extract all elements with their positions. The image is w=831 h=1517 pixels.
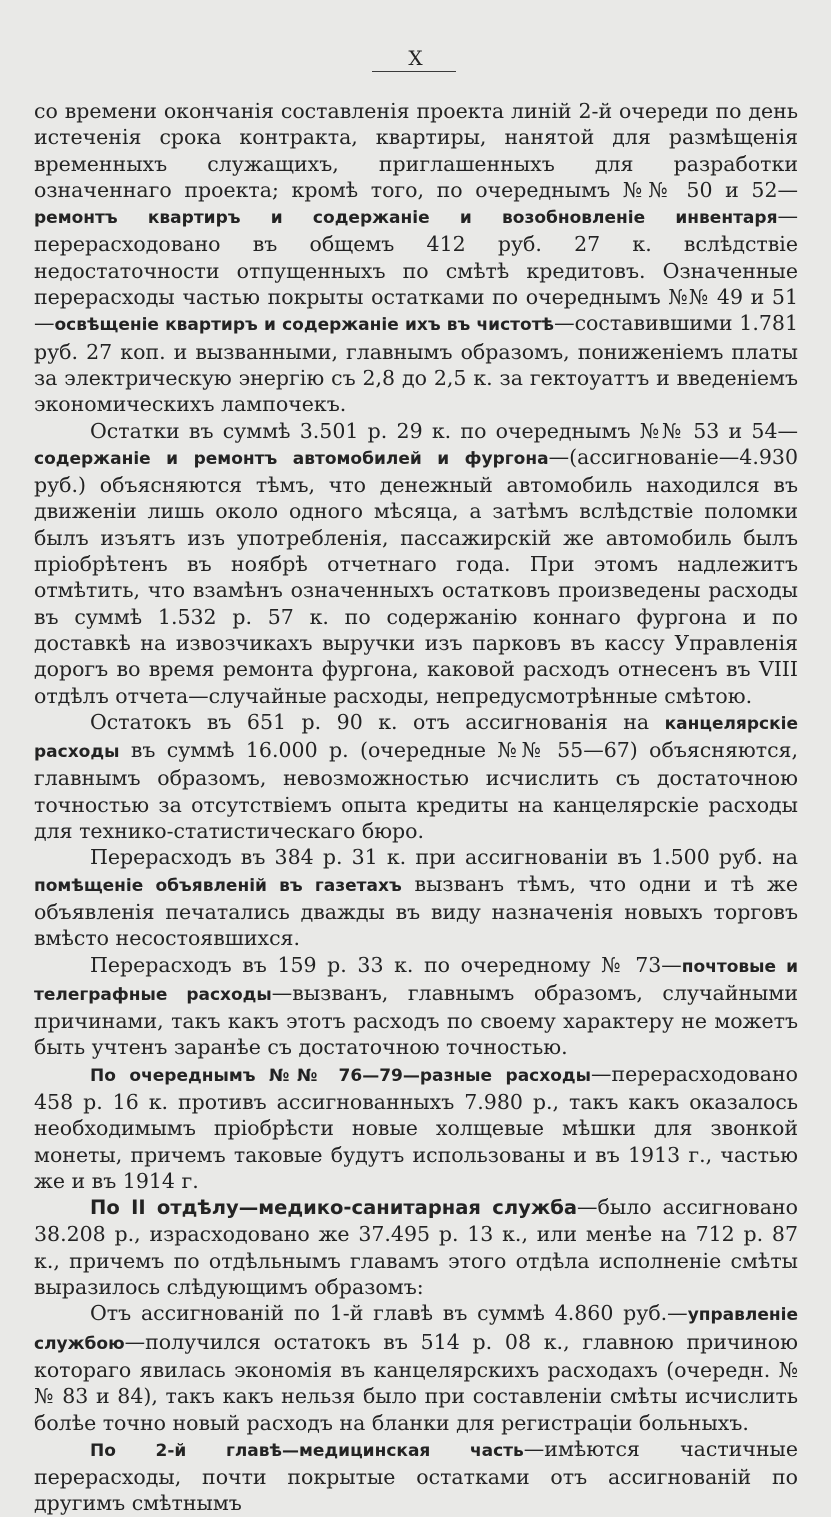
body-text xyxy=(34,98,798,1517)
paragraph-5: Перерасходъ въ 159 р. 33 к. по очередному № 73—почтовые и телеграфные расходы—вызванъ, главнымъ образомъ, случайными причинами, такъ какъ этотъ расходъ по своему характеру не можетъ быть учтенъ заранѣе съ достаточною точностью. xyxy=(34,952,798,1060)
paragraph-2: Остатки въ суммѣ 3.501 р. 29 к. по очереднымъ №№ 53 и 54—содержаніе и ремонтъ автомобилей и фургона—(ассигнованіе—4.930 руб.) объясняются тѣмъ, что денежный автомобиль находился въ движеніи лишь около одного мѣсяца, а затѣмъ вслѣдствіе поломки былъ изъятъ изъ употребленія, пассажирскій же автомобиль былъ пріобрѣтенъ въ ноябрѣ отчетнаго года. При этомъ надлежитъ отмѣтить, что взамѣнъ означенныхъ остатковъ произведены расходы въ суммѣ 1.532 р. 57 к. по содержанію коннаго фургона и по доставкѣ на извозчикахъ выручки изъ парковъ въ кассу Управленія дорогъ во время ремонта фургона, каковой расходъ отнесенъ въ VIII отдѣлъ отчета—случайные расходы, непредусмотрѣнные смѣтою. xyxy=(34,418,798,708)
heading-section-2-medical: По II отдѣлу—медико-санитарная служба xyxy=(90,1196,578,1220)
heading-misc-expenses: По очереднымъ №№ 76—79—разные расходы xyxy=(90,1065,591,1086)
paragraph-7: По II отдѣлу—медико-санитарная служба—было ассигновано 38.208 р., израсходовано же 37.495 р. 13 к., или менѣе на 712 р. 87 к., причемъ по отдѣльнымъ главамъ этого отдѣла исполненіе смѣты выразилось слѣдующимъ образомъ: xyxy=(34,1195,798,1300)
page-number-rule xyxy=(372,71,456,72)
paragraph-3: Остатокъ въ 651 р. 90 к. отъ ассигнованія на канцелярскіе расходы въ суммѣ 16.000 р. (очередные №№ 55—67) объясняются, главнымъ образомъ, невозможностью исчислить съ достаточною точностью за отсутствіемъ опыта кредиты на канцелярскіе расходы для технико-статистическаго бюро. xyxy=(34,709,798,844)
paragraph-4: Перерасходъ въ 384 р. 31 к. при ассигнованіи въ 1.500 руб. на помѣщеніе объявленій въ газетахъ вызванъ тѣмъ, что одни и тѣ же объявленія печатались дважды въ виду назначенія новыхъ торговъ вмѣсто несостоявшихся. xyxy=(34,845,798,951)
heading-postal-telegraph: почтовые и телеграфные расходы xyxy=(34,956,798,1005)
paragraph-9: По 2-й главѣ—медицинская часть—имѣются частичные перерасходы, почти покрытые остатками отъ ассигнованій по другимъ смѣтнымъ xyxy=(34,1436,798,1516)
heading-automobiles: содержаніе и ремонтъ автомобилей и фургона xyxy=(34,448,549,469)
page-number: X xyxy=(408,46,423,70)
heading-repair-apartments: ремонтъ квартиръ и содержаніе и возобновленіе инвентаря xyxy=(34,208,778,229)
heading-service-management: управленіе службою xyxy=(34,1305,798,1354)
paragraph-8: Отъ ассигнованій по 1-й главѣ въ суммѣ 4.860 руб.—управленіе службою—получился остатокъ въ 514 р. 08 к., главною причиною котораго явилась экономія въ канцелярскихъ расходахъ (очередн. №№ 83 и 84), такъ какъ нельзя было при составленіи смѣты исчислить болѣе точно новый расходъ на бланки для регистраціи больныхъ. xyxy=(34,1301,798,1435)
paragraph-6: По очереднымъ №№ 76—79—разные расходы—перерасходовано 458 р. 16 к. противъ ассигнованныхъ 7.980 р., такъ какъ оказалось необходимымъ пріобрѣсти новые холщевые мѣшки для звонкой монеты, причемъ таковые будутъ использованы и въ 1913 г., частью же и въ 1914 г. xyxy=(34,1061,798,1193)
paragraph-1: со времени окончанія составленія проекта линій 2-й очереди по день истеченія срока контракта, квартиры, нанятой для размѣщенія временныхъ служащихъ, приглашенныхъ для разработки означеннаго проекта; кромѣ того, по очереднымъ №№ 50 и 52—ремонтъ квартиръ и содержаніе и возобновленіе инвентаря—перерасходовано въ общемъ 412 руб. 27 к. вслѣдствіе недостаточности отпущенныхъ по смѣтѣ кредитовъ. Означенные перерасходы частью покрыты остатками по очереднымъ №№ 49 и 51—освѣщеніе квартиръ и содержаніе ихъ въ чистотѣ—составившими 1.781 руб. 27 коп. и вызванными, главнымъ образомъ, пониженіемъ платы за электрическую энергію съ 2,8 до 2,5 к. за гектоуаттъ и введеніемъ экономическихъ лампочекъ. xyxy=(34,99,798,417)
heading-medical-part: По 2-й главѣ—медицинская часть xyxy=(90,1440,524,1461)
heading-lighting: освѣщеніе квартиръ и содержаніе ихъ въ чистотѣ xyxy=(54,315,555,336)
heading-office-expenses: канцелярскіе расходы xyxy=(34,713,798,763)
heading-newspaper-ads: помѣщеніе объявленій въ газетахъ xyxy=(34,875,402,896)
